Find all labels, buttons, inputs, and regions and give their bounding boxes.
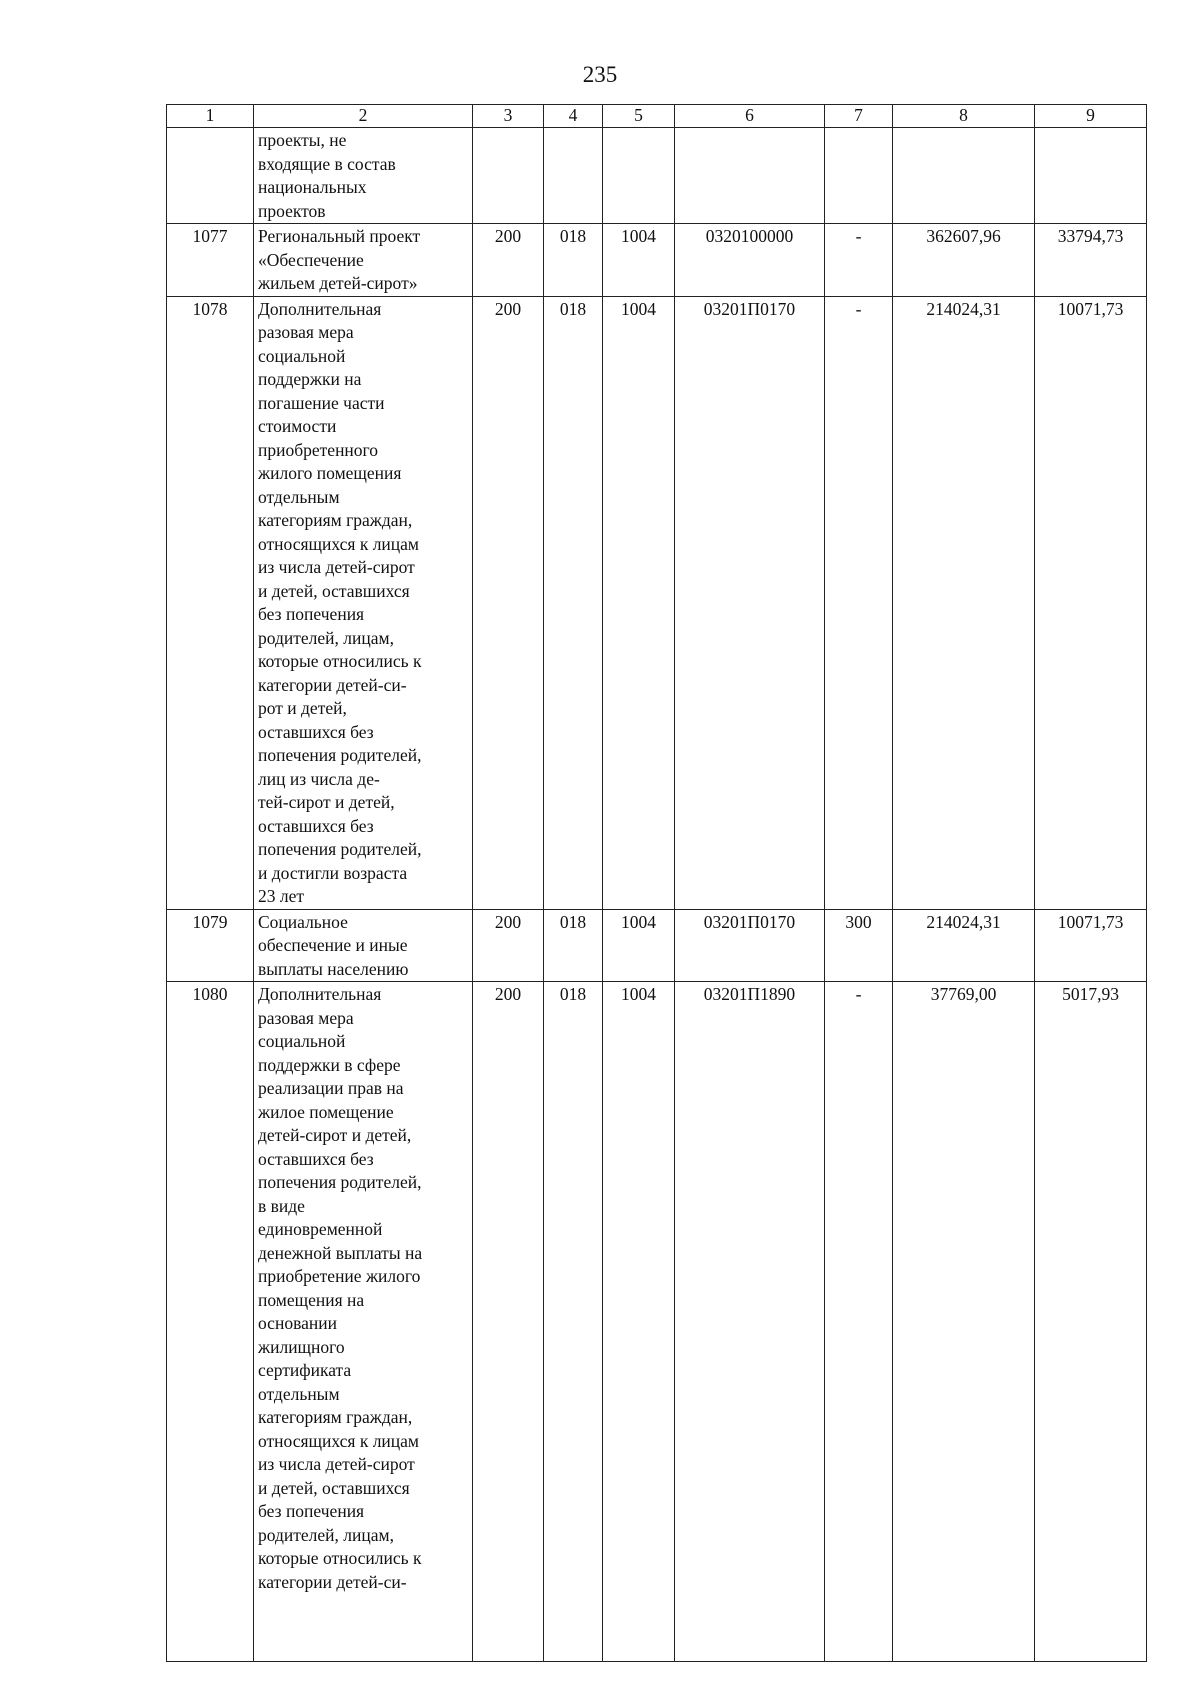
- row-name-line: разовая мера: [258, 322, 354, 342]
- row-name-line: и детей, оставшихся: [258, 1477, 410, 1498]
- header-col-8: 8: [893, 105, 1035, 128]
- row-name-line: жилое помещение: [258, 1101, 394, 1122]
- row-name-cell: [254, 224, 473, 297]
- row-amount-8-cell: 214024,31: [893, 296, 1035, 909]
- row-col6-cell: 03201П1890: [675, 982, 825, 1662]
- row-col7-cell: -: [825, 296, 893, 909]
- row-col7-cell: -: [825, 224, 893, 297]
- row-name-line: оставшихся без: [258, 721, 374, 742]
- row-name-line: оставшихся без: [258, 1148, 374, 1169]
- header-col-2: 2: [254, 105, 473, 128]
- row-name-line: категориям граждан,: [258, 1407, 413, 1427]
- budget-table: [166, 104, 1147, 1662]
- row-number-cell: 1077: [167, 224, 254, 297]
- row-name-line: относящихся к лицам: [258, 1430, 419, 1451]
- row-name-line: рот и детей,: [258, 698, 347, 718]
- row-name-cell: [254, 982, 473, 1662]
- row-name-line: оставшихся без: [258, 815, 374, 836]
- header-col-1: 1: [167, 105, 254, 128]
- row-name-line: родителей, лицам,: [258, 1524, 394, 1545]
- row-name-line: попечения родителей,: [258, 1172, 422, 1192]
- row-name-line: отдельным: [258, 486, 340, 507]
- row-amount-9-cell: 5017,93: [1035, 982, 1147, 1662]
- page-number: 235: [582, 62, 618, 87]
- header-col-7: 7: [825, 105, 893, 128]
- row-col6-cell: 03201П0170: [675, 296, 825, 909]
- row-name-line: реализации прав на: [258, 1078, 404, 1098]
- table-row: [167, 909, 1147, 982]
- header-col-3: 3: [473, 105, 544, 128]
- row-number-cell: 1080: [167, 982, 254, 1662]
- row-name-line: национальных: [258, 177, 367, 197]
- row-name-line: проекты, не: [258, 130, 347, 150]
- row-name-line: тей-сирот и детей,: [258, 792, 395, 812]
- row-col5-cell: 1004: [603, 909, 675, 982]
- row-name-line: стоимости: [258, 416, 337, 436]
- row-name-line: попечения родителей,: [258, 839, 422, 859]
- row-col4-cell: 018: [544, 909, 603, 982]
- row-name-line: обеспечение и иные: [258, 935, 408, 955]
- row-name-cell: [254, 909, 473, 982]
- row-name-line: отдельным: [258, 1383, 340, 1404]
- row-name-line: разовая мера: [258, 1007, 354, 1028]
- header-col-6: 6: [675, 105, 825, 128]
- header-col-9: 9: [1035, 105, 1147, 128]
- row-name-line: Дополнительная: [258, 984, 382, 1004]
- row-name-line: жильем детей-сирот»: [258, 273, 418, 293]
- row-name-line: которые относились к: [258, 651, 422, 671]
- row-name-line: 23 лет: [258, 886, 305, 906]
- row-name-line: категории детей-си-: [258, 1571, 407, 1592]
- row-col3-cell: 200: [473, 909, 544, 982]
- row-name-line: приобретенного: [258, 439, 379, 460]
- table-row: [167, 128, 1147, 224]
- row-amount-8-cell: [893, 128, 1035, 224]
- row-col6-cell: 0320100000: [675, 224, 825, 297]
- row-name-line: без попечения: [258, 604, 365, 624]
- row-name-line: и детей, оставшихся: [258, 580, 410, 601]
- row-amount-8-cell: 214024,31: [893, 909, 1035, 982]
- row-name-line: «Обеспечение: [258, 249, 364, 270]
- row-col3-cell: [473, 128, 544, 224]
- row-name-line: сертификата: [258, 1360, 352, 1380]
- row-name-cell: [254, 296, 473, 909]
- row-col7-cell: 300: [825, 909, 893, 982]
- row-name-line: единовременной: [258, 1219, 383, 1239]
- row-name-line: социальной: [258, 1031, 346, 1051]
- row-name-cell: [254, 128, 473, 224]
- row-name-line: Социальное: [258, 911, 348, 932]
- row-name-line: в виде: [258, 1195, 305, 1216]
- row-col4-cell: [544, 128, 603, 224]
- row-col3-cell: 200: [473, 982, 544, 1662]
- row-amount-9-cell: [1035, 128, 1147, 224]
- row-name-line: детей-сирот и детей,: [258, 1125, 412, 1145]
- row-col5-cell: 1004: [603, 982, 675, 1662]
- row-col3-cell: 200: [473, 224, 544, 297]
- row-number-cell: [167, 128, 254, 224]
- table-row: [167, 296, 1147, 909]
- row-name-line: основании: [258, 1313, 337, 1333]
- row-name-line: поддержки на: [258, 369, 362, 389]
- row-col7-cell: [825, 128, 893, 224]
- row-name-line: входящие в состав: [258, 153, 396, 174]
- row-number-cell: 1078: [167, 296, 254, 909]
- row-amount-8-cell: 37769,00: [893, 982, 1035, 1662]
- row-name-line: лиц из числа де-: [258, 768, 380, 789]
- row-name-line: погашение части: [258, 392, 385, 413]
- row-name-line: попечения родителей,: [258, 745, 422, 765]
- row-col5-cell: 1004: [603, 224, 675, 297]
- row-name-line: родителей, лицам,: [258, 627, 394, 648]
- row-name-line: категории детей-си-: [258, 674, 407, 695]
- row-col4-cell: 018: [544, 982, 603, 1662]
- row-number-cell: 1079: [167, 909, 254, 982]
- row-name-line: категориям граждан,: [258, 510, 413, 530]
- row-name-line: социальной: [258, 345, 346, 366]
- row-amount-9-cell: 33794,73: [1035, 224, 1147, 297]
- row-col4-cell: 018: [544, 224, 603, 297]
- row-amount-8-cell: 362607,96: [893, 224, 1035, 297]
- row-name-line: из числа детей-сирот: [258, 557, 415, 577]
- row-col5-cell: [603, 128, 675, 224]
- row-amount-9-cell: 10071,73: [1035, 296, 1147, 909]
- row-col5-cell: 1004: [603, 296, 675, 909]
- row-col3-cell: 200: [473, 296, 544, 909]
- row-name-line: жилого помещения: [258, 463, 402, 483]
- row-name-line: денежной выплаты на: [258, 1242, 423, 1263]
- row-col7-cell: -: [825, 982, 893, 1662]
- row-name-line: поддержки в сфере: [258, 1054, 401, 1075]
- row-col6-cell: 03201П0170: [675, 909, 825, 982]
- row-name-line: Дополнительная: [258, 298, 382, 319]
- header-row: [167, 105, 1147, 128]
- row-name-line: из числа детей-сирот: [258, 1454, 415, 1474]
- row-name-line: помещения на: [258, 1289, 365, 1310]
- table-row: [167, 982, 1147, 1662]
- header-col-4: 4: [544, 105, 603, 128]
- row-name-line: и достигли возраста: [258, 862, 408, 883]
- row-name-line: относящихся к лицам: [258, 533, 419, 554]
- row-col6-cell: [675, 128, 825, 224]
- row-name-line: которые относились к: [258, 1548, 422, 1568]
- row-name-line: приобретение жилого: [258, 1266, 421, 1286]
- row-name-line: без попечения: [258, 1501, 365, 1521]
- row-name-line: выплаты населению: [258, 958, 409, 979]
- header-col-5: 5: [603, 105, 675, 128]
- row-col4-cell: 018: [544, 296, 603, 909]
- table-row: [167, 224, 1147, 297]
- row-amount-9-cell: 10071,73: [1035, 909, 1147, 982]
- row-name-line: Региональный проект: [258, 226, 421, 246]
- row-name-line: жилищного: [258, 1336, 345, 1357]
- row-name-line: проектов: [258, 200, 326, 221]
